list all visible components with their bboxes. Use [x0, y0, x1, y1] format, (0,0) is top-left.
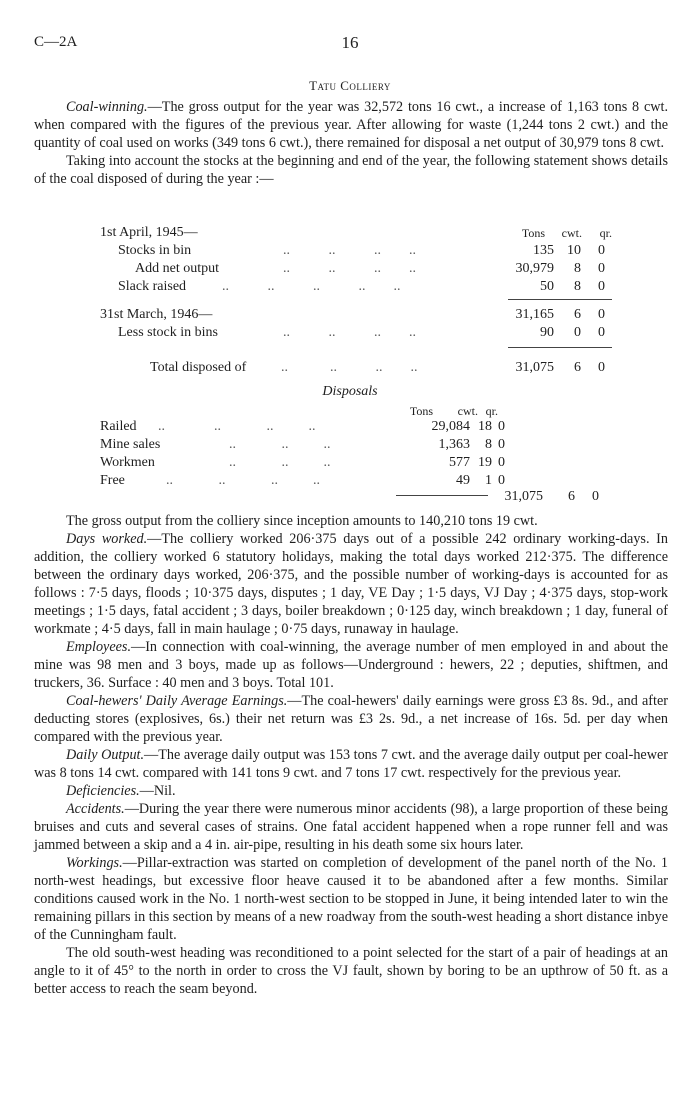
total-row: Total disposed of .. .. .. .. 31,075 6 0 — [150, 360, 605, 375]
row-label: Railed — [100, 419, 137, 434]
row-tons: 90 — [540, 325, 554, 340]
paragraph-total-output — [34, 512, 668, 530]
row-label: Slack raised — [118, 279, 187, 294]
paragraph-text: —The average daily output was 153 tons 7 cwt. and the average daily output per coal-hewer was 8 tons 14 cwt. compared with 141 tons 9 cwt. and 7 tons 17 cwt. respectively for the previous year. — [34, 747, 668, 781]
row-qr: 0 — [598, 307, 605, 322]
stock-row: Stocks in bin .. .. .. .. 135 10 0 — [118, 243, 605, 258]
paragraph-text: —The coal-hewers' daily earnings were gross £3 8s. 9d., and after deducting stores (explosives, 6s.) their net return was £3 2s. 9d., a net increase of 16s. 5d. per day when compared with the previous year. — [34, 693, 668, 745]
paragraph-lead: Employees. — [66, 639, 132, 655]
row-label: Less stock in bins — [118, 325, 218, 340]
row-tons: 30,979 — [515, 261, 554, 276]
subtotal-rule — [508, 299, 612, 300]
row-cwt: 0 — [574, 325, 581, 340]
row-cwt: 1 — [485, 473, 492, 488]
subtotal-row — [0, 306, 700, 324]
paragraph-text: —Pillar-extraction was started on completion of development of the panel north of the No. 1 north-west headings, but excessive floor heave caused it to be abandoned after a few months. Similar conditions caused work in the No. 1 north-west section to be stopped in June, it being intended later to win the remaining pillars in this section by means of a new roadway from the south-west heading a short distance inbye of the Cunningham fault. — [34, 855, 668, 943]
paragraph-lead: Coal-hewers' Daily Average Earnings. — [66, 693, 288, 709]
disposal-row: Railed .. .. .. .. 29,084 18 0 — [100, 419, 505, 434]
paragraph-lead: Days worked. — [66, 531, 148, 547]
row-tons: 49 — [456, 473, 470, 488]
paragraph-lead: Workings. — [66, 855, 123, 871]
closing-date: 31st March, 1946— — [100, 307, 213, 322]
row-tons: 29,084 — [431, 419, 470, 434]
header-qr: qr. — [599, 226, 612, 240]
disposal-row: Free .. .. .. .. 49 1 0 — [100, 473, 505, 488]
disposal-row: Workmen .. .. .. 577 19 0 — [100, 455, 505, 470]
intro-block — [34, 98, 668, 188]
row-cwt: 8 — [485, 437, 492, 452]
row-cwt: 8 — [574, 279, 581, 294]
paragraph-accidents — [34, 800, 668, 854]
total-rule — [508, 347, 612, 348]
row-tons: 1,363 — [438, 437, 470, 452]
row-qr: 0 — [598, 325, 605, 340]
paragraph-lead: Deficiencies. — [66, 783, 140, 799]
paragraph-earnings — [34, 692, 668, 746]
disposals-total-row — [0, 488, 700, 506]
row-label: Mine sales — [100, 437, 161, 452]
row-qr: 0 — [498, 473, 505, 488]
page-header-ref: C—2A — [34, 34, 78, 50]
row-qr: 0 — [598, 261, 605, 276]
paragraph-lead: Accidents. — [66, 801, 125, 817]
paragraph-employees — [34, 638, 668, 692]
row-label: Add net output — [135, 261, 219, 276]
header-cwt: cwt. — [457, 404, 478, 418]
row-cwt: 10 — [567, 243, 581, 258]
row-cwt: 6 — [574, 360, 581, 375]
header-tons: Tons — [521, 226, 545, 240]
row-tons: 31,075 — [504, 489, 543, 504]
stocks-paragraph: Taking into account the stocks at the beginning and end of the year, the following statement shows details of the coal disposed of during the year :— — [34, 153, 668, 187]
row-tons: 135 — [533, 243, 554, 258]
stock-row: Add net output .. .. .. .. 30,979 8 0 — [135, 261, 605, 276]
paragraph-text: The old south-west heading was reconditioned to a point selected for the start of a pair of headings at an angle to it of 45° to the north in order to cross the VJ fault, shown by boring to be an upthrow of 50 ft. as a better access to reach the seam beyond. — [34, 945, 668, 997]
row-label: Free — [100, 473, 125, 488]
header-cwt: cwt. — [561, 226, 582, 240]
row-cwt: 19 — [478, 455, 492, 470]
paragraph-text: —During the year there were numerous minor accidents (98), a large proportion of these being bruises and cuts and several cases of strains. One fatal accident happened when a rope runner fell and was jammed between a skip and a 4 in. air-pipe, resulting in his death some six hours later. — [34, 801, 668, 853]
row-label: Total disposed of — [150, 360, 247, 375]
paragraph-south-west-heading — [34, 944, 668, 998]
less-row: Less stock in bins .. .. .. .. 90 0 0 — [118, 325, 605, 340]
row-tons: 31,165 — [515, 307, 554, 322]
row-cwt: 18 — [478, 419, 492, 434]
row-qr: 0 — [598, 279, 605, 294]
paragraph-deficiencies — [34, 782, 668, 800]
paragraph-workings — [34, 854, 668, 944]
row-tons: 31,075 — [515, 360, 554, 375]
disposals-caption: Disposals — [322, 384, 378, 399]
row-qr: 0 — [498, 455, 505, 470]
paragraph-text: —The colliery worked 206·375 days out of a possible 242 ordinary working-days. In addition, the colliery worked 6 statutory holidays, making the total days worked 212·375. The difference between the ordinary days worked, 206·375, and the possible number of working-days is accounted for as follows : 7·5 days, floods ; 10·375 days, disputes ; 1 day, VE Day ; 1·5 days, VJ Day ; 4·375 days, stop-work meetings ; 1·5 days, fatal accident ; 3 days, boiler breakdown ; 0·125 day, winch breakdown ; 1 day, funeral of workmate ; 4·5 days, fall in main haulage ; 0·75 days, runaway in haulage. — [34, 531, 668, 637]
row-tons: 50 — [540, 279, 554, 294]
paragraph-text: The gross output from the colliery since inception amounts to 140,210 tons 19 cwt. — [66, 513, 538, 529]
row-qr: 0 — [498, 419, 505, 434]
row-cwt: 6 — [568, 489, 575, 504]
section-title: Tatu Colliery — [309, 78, 391, 93]
paragraph-daily-output — [34, 746, 668, 782]
row-qr: 0 — [598, 360, 605, 375]
row-cwt: 8 — [574, 261, 581, 276]
stock-row: Slack raised .. .. .. .. .. 50 8 0 — [118, 279, 605, 294]
paragraph-lead: Daily Output. — [66, 747, 145, 763]
paragraph-lead: Coal-winning. — [66, 99, 148, 115]
row-qr: 0 — [592, 489, 599, 504]
row-qr: 0 — [498, 437, 505, 452]
row-label: Stocks in bin — [118, 243, 192, 258]
paragraph-days-worked — [34, 530, 668, 638]
row-label: Workmen — [100, 455, 155, 470]
header-qr: qr. — [485, 404, 498, 418]
paragraph-text: —In connection with coal-winning, the average number of men employed in and about the mine was 98 men and 3 boys, made up as follows—Underground : hewers, 22 ; deputies, shiftmen, and truckers, 36. Surface : 40 men and 3 boys. Total 101. — [34, 639, 668, 691]
header-tons: Tons — [409, 404, 433, 418]
page-number: 16 — [341, 33, 359, 52]
body-paragraphs — [34, 512, 668, 998]
disposal-row: Mine sales .. .. .. 1,363 8 0 — [100, 437, 505, 452]
opening-date: 1st April, 1945— — [100, 225, 198, 240]
paragraph-text: —Nil. — [139, 783, 176, 799]
row-tons: 577 — [449, 455, 470, 470]
row-qr: 0 — [598, 243, 605, 258]
paragraph-text: —The gross output for the year was 32,572 tons 16 cwt., a increase of 1,163 tons 8 cwt. when compared with the figures of the previous year. After allowing for waste (1,244 tons 2 cwt.) and the quantity of coal used on works (349 tons 6 cwt.), there remained for disposal a net output of 30,979 tons 8 cwt. — [34, 99, 668, 151]
coal-winning-paragraph — [34, 98, 668, 152]
row-cwt: 6 — [574, 307, 581, 322]
